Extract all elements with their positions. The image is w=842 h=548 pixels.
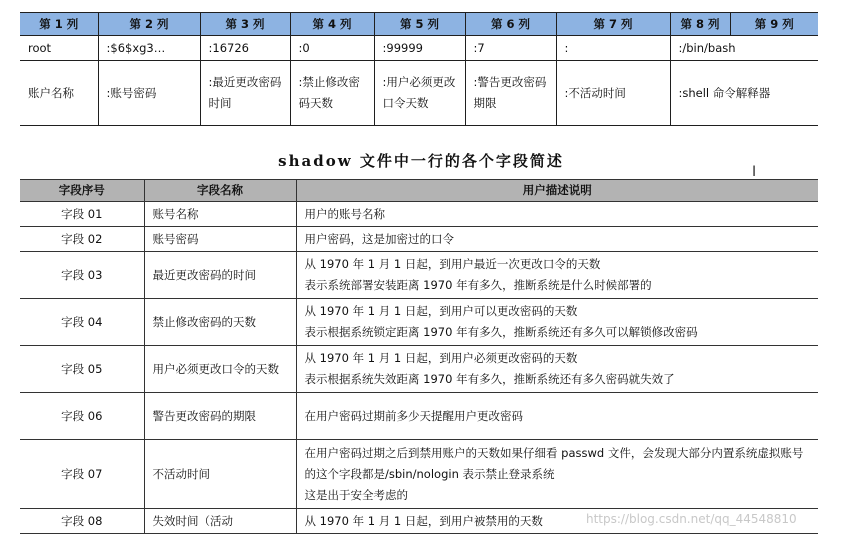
field-name-cell: 最近更改密码的时间: [144, 252, 296, 299]
header-field-no: 字段序号: [20, 180, 144, 202]
field-name-cell: 账号名称: [144, 202, 296, 227]
col-header-5: 第 5 列: [374, 13, 465, 36]
meaning-cell: :用户必须更改口令天数: [374, 61, 465, 126]
table-row: [20, 202, 818, 227]
field-number-cell: 字段 07: [20, 440, 144, 509]
table-row: [20, 393, 818, 440]
header-description: 用户描述说明: [296, 180, 818, 202]
table-row: [20, 440, 818, 509]
meaning-cell: :账号密码: [98, 61, 200, 126]
field-number-cell: 字段 05: [20, 346, 144, 393]
value-cell: :/bin/bash: [670, 36, 818, 61]
description-line: 从 1970 年 1 月 1 日起，到用户被禁用的天数: [304, 513, 543, 528]
description-line: 用户密码，这是加密过的口令: [304, 231, 454, 246]
col-header-2: 第 2 列: [98, 13, 200, 36]
field-description-cell: [296, 202, 818, 227]
field-description-cell: [296, 252, 818, 299]
col-header-8: 第 8 列: [670, 13, 730, 36]
value-cell: root: [20, 36, 98, 61]
field-rows: [20, 202, 818, 534]
table-row: [20, 227, 818, 252]
col-header-9: 第 9 列: [730, 13, 818, 36]
field-description-cell: [296, 440, 818, 509]
field-number-cell: 字段 03: [20, 252, 144, 299]
field-name-cell: 不活动时间: [144, 440, 296, 509]
description-line: 表示根据系统锁定距离 1970 年有多久，推断系统还有多久可以解锁修改密码: [304, 325, 698, 339]
field-description-cell: [296, 227, 818, 252]
value-cell: :16726: [200, 36, 290, 61]
header-field-name: 字段名称: [144, 180, 296, 202]
meaning-cell: :警告更改密码期限: [465, 61, 556, 126]
text-cursor-icon: Ι: [752, 164, 757, 180]
table-row: [20, 299, 818, 346]
field-description-cell: [296, 299, 818, 346]
field-name-cell: 禁止修改密码的天数: [144, 299, 296, 346]
col-header-1: 第 1 列: [20, 13, 98, 36]
field-number-cell: 字段 06: [20, 393, 144, 440]
shadow-columns-table: [20, 12, 818, 126]
description-line: 用户的账号名称: [304, 206, 385, 221]
field-description-table: [20, 179, 818, 534]
value-cell: :99999: [374, 36, 465, 61]
meaning-cell: :最近更改密码时间: [200, 61, 290, 126]
field-number-cell: 字段 01: [20, 202, 144, 227]
description-line: 表示根据系统失效距离 1970 年有多久，推断系统还有多久密码就失效了: [304, 372, 675, 386]
header-row: [20, 13, 818, 36]
value-cell: :$6$xg3…: [98, 36, 200, 61]
col-header-3: 第 3 列: [200, 13, 290, 36]
description-line: 在用户密码过期前多少天提醒用户更改密码: [304, 408, 523, 423]
field-description-cell: [296, 393, 818, 440]
header-row: [20, 180, 818, 202]
meaning-cell: 账户名称: [20, 61, 98, 126]
field-meaning-row: [20, 61, 818, 126]
field-description-cell: [296, 346, 818, 393]
description-line: 表示系统部署安装距离 1970 年有多久，推断系统是什么时候部署的: [304, 278, 652, 292]
example-values-row: [20, 36, 818, 61]
field-name-cell: 账号密码: [144, 227, 296, 252]
field-number-cell: 字段 08: [20, 509, 144, 534]
description-line: 从 1970 年 1 月 1 日起，到用户必须更改密码的天数: [304, 351, 578, 365]
meaning-cell: :不活动时间: [556, 61, 670, 126]
description-line: 这是出于安全考虑的: [304, 487, 408, 502]
field-name-cell: 警告更改密码的期限: [144, 393, 296, 440]
field-name-cell: 失效时间（活动: [144, 509, 296, 534]
field-number-cell: 字段 02: [20, 227, 144, 252]
value-cell: :7: [465, 36, 556, 61]
table-row: [20, 346, 818, 393]
field-name-cell: 用户必须更改口令的天数: [144, 346, 296, 393]
description-line: 从 1970 年 1 月 1 日起，到用户可以更改密码的天数: [304, 304, 578, 318]
value-cell: :0: [290, 36, 374, 61]
col-header-7: 第 7 列: [556, 13, 670, 36]
table-row: [20, 252, 818, 299]
meaning-cell: :shell 命令解释器: [670, 61, 818, 126]
table-caption: shadow 文件中一行的各个字段简述: [278, 152, 564, 170]
watermark: https://blog.csdn.net/qq_44548810: [586, 512, 797, 526]
col-header-4: 第 4 列: [290, 13, 374, 36]
value-cell: :: [556, 36, 670, 61]
description-line: 在用户密码过期之后到禁用账户的天数如果仔细看 passwd 文件，会发现大部分内置系统虚拟账号的这个字段都是/sbin/nologin 表示禁止登录系统: [304, 445, 804, 481]
description-line: 从 1970 年 1 月 1 日起，到用户最近一次更改口令的天数: [304, 257, 601, 271]
meaning-cell: :禁止修改密码天数: [290, 61, 374, 126]
field-number-cell: 字段 04: [20, 299, 144, 346]
col-header-6: 第 6 列: [465, 13, 556, 36]
